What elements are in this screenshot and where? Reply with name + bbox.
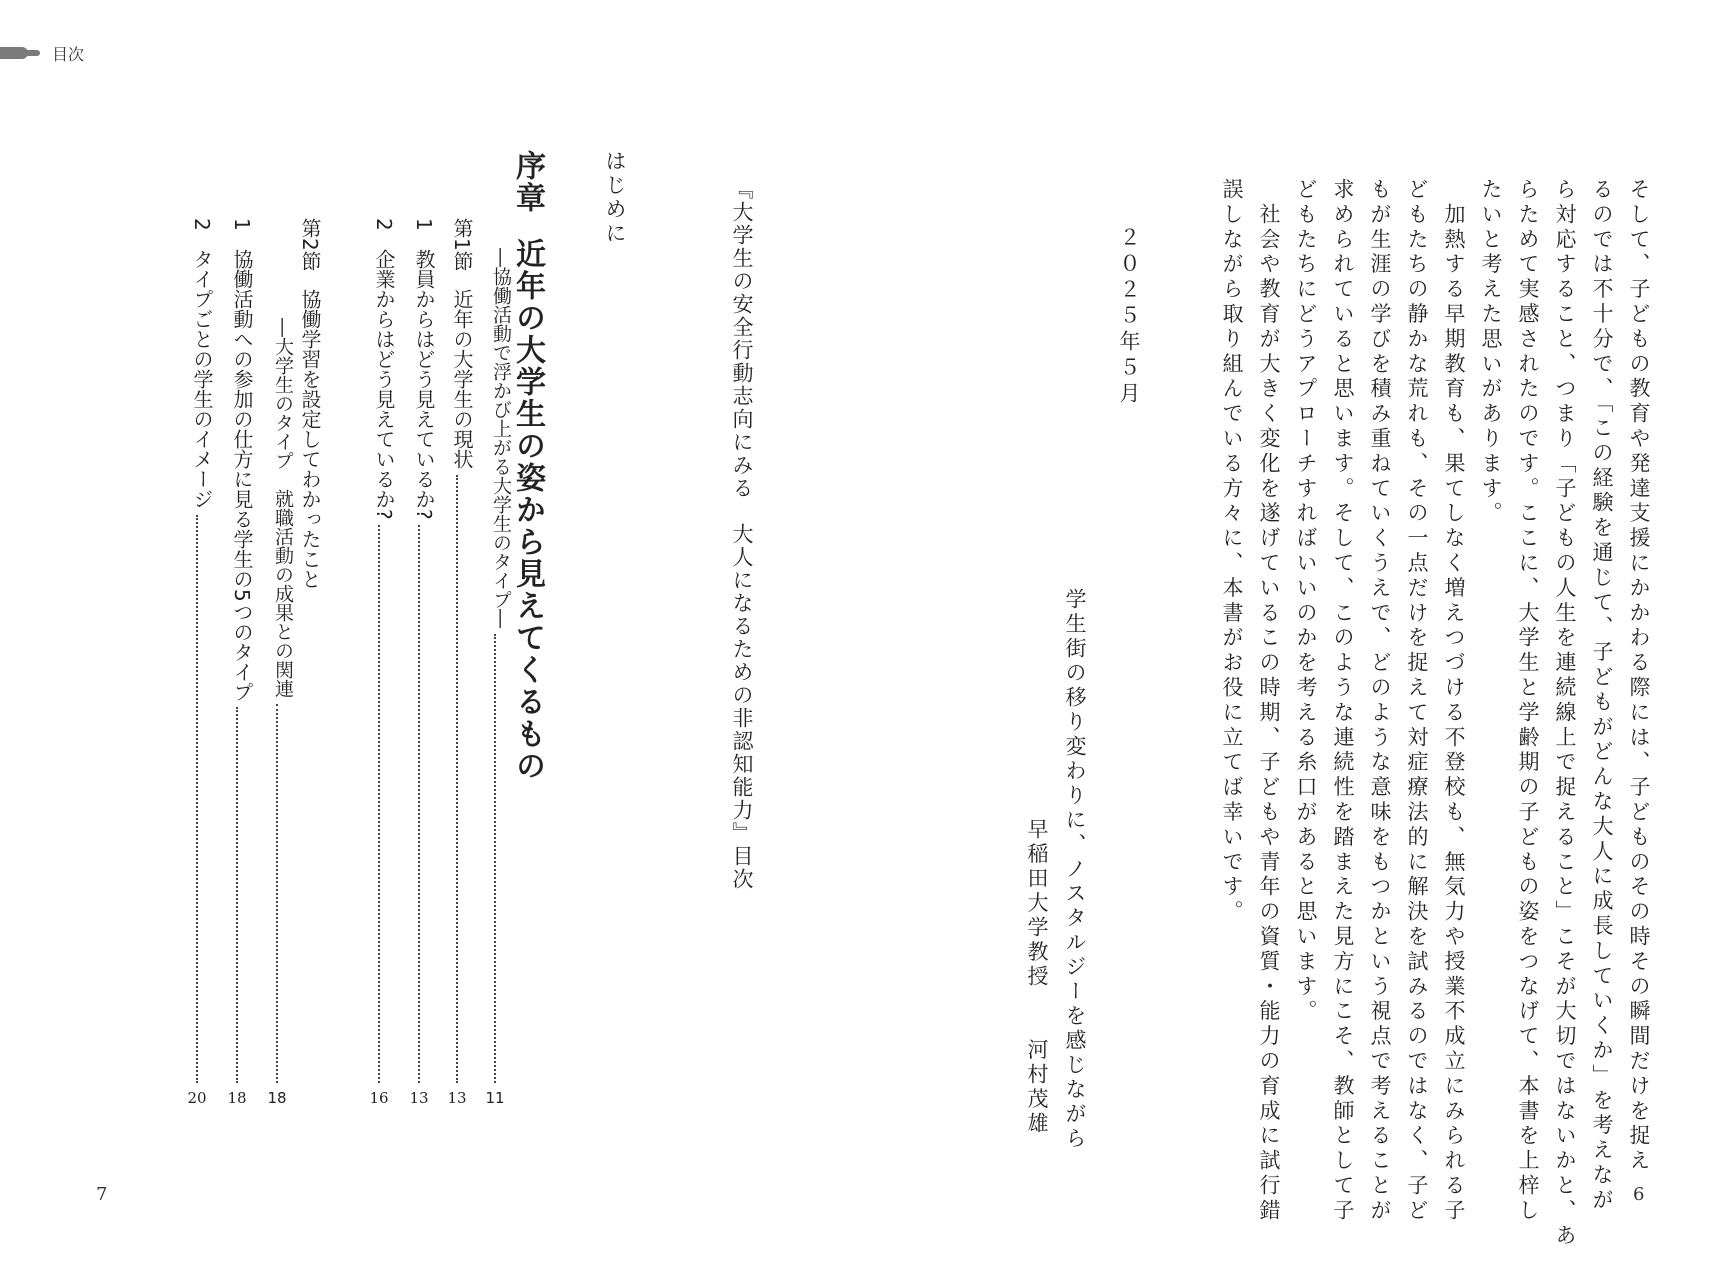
body-text-line: 誤しながら取り組んでいる方々に、本書がお役に立てば幸いです。 (1220, 178, 1244, 925)
page-number: 6 (1633, 1184, 1645, 1205)
body-text-line: どもたちの静かな荒れも、その一点だけを捉えて対症療法的に解決を試みるのではなく、子ど (1405, 178, 1429, 1224)
toc-entry-number: 2 (190, 218, 214, 231)
toc-entry-text: 教員からはどう見えているか? (412, 248, 436, 520)
toc-intro[interactable]: はじめに (603, 150, 627, 246)
toc-page-number: 11 (485, 1089, 505, 1107)
toc-section-2-subtitle[interactable] (262, 318, 292, 1106)
chapter-title: 近年の大学生の姿から見えてくるもの (510, 238, 545, 782)
body-text-line: もが生涯の学びを積み重ねていくうえで、どのような意味をもつかという視点で考えることが (1368, 178, 1392, 1224)
toc-page-number: 20 (187, 1089, 207, 1107)
preface-signature-line: 学生街の移り変わりに、ノスタルジーを感じながら (1063, 588, 1087, 1152)
body-text-line: たいと考えた思いがあります。 (1479, 178, 1503, 527)
toc-entry-number: 2 (372, 218, 396, 231)
body-text-line: らためて実感されたのです。ここに、大学生と学齢期の子どもの姿をつなげて、本書を上梓し (1516, 178, 1540, 1224)
toc-page-number: 13 (409, 1089, 429, 1107)
toc-leader-dots (494, 634, 496, 1083)
page-number: 7 (96, 1184, 108, 1205)
toc-leader-dots (276, 704, 278, 1083)
toc-entry-number: 第1節 (450, 218, 474, 271)
toc-leader-dots (236, 707, 238, 1083)
body-text-line: るのでは不十分で、「この経験を通じて、子どもがどんな大人に成長していくか」を考えなが (1590, 178, 1614, 1214)
toc-item-1-2[interactable] (364, 218, 394, 1106)
toc-leader-dots (418, 525, 420, 1083)
toc-entry-text: タイプごとの学生のイメージ (190, 248, 214, 509)
toc-entry-text: ―協働活動で浮かび上がる大学生のタイプ― (490, 248, 512, 628)
toc-entry-number: 1 (230, 218, 254, 231)
right-page (866, 0, 1732, 1269)
toc-section-2[interactable] (300, 218, 320, 589)
toc-chapter-heading[interactable] (510, 150, 545, 782)
toc-leader-dots (196, 515, 198, 1083)
chapter-label: 序章 (510, 150, 545, 214)
body-text-line: どもたちにどうアプローチすればいいのかを考える糸口があると思います。 (1294, 178, 1318, 1025)
toc-entry-text: 協働活動への参加の仕方に見る学生の5つのタイプ (230, 248, 254, 702)
toc-chapter-subtitle[interactable] (480, 248, 510, 1106)
toc-page-number: 18 (227, 1089, 247, 1107)
body-text-line: そして、子どもの教育や発達支援にかかわる際には、子どものその時その瞬間だけを捉え (1627, 178, 1651, 1174)
toc-entry-number: 第2節 (298, 218, 322, 271)
toc-page-number: 18 (267, 1089, 287, 1107)
preface-date: ２０２５年５月 (1117, 226, 1141, 408)
toc-page-number: 16 (369, 1089, 389, 1107)
toc-page-number: 13 (447, 1089, 467, 1107)
body-text-line: 社会や教育が大きく変化を遂げているこの時期、子どもや青年の資質・能力の育成に試行錯 (1257, 178, 1281, 1224)
toc-entry-text: 企業からはどう見えているか? (372, 248, 396, 520)
toc-entry-text: ―大学生のタイプ 就職活動の成果との関連 (272, 318, 294, 698)
toc-leader-dots (378, 525, 380, 1083)
section-label: 目次 (52, 44, 85, 64)
toc-leader-dots (456, 475, 458, 1083)
toc-entry-text: 協働学習を設定してわかったこと (298, 288, 322, 589)
toc-item-1-1[interactable] (404, 218, 434, 1106)
toc-book-title: 『大学生の安全行動志向にみる 大人になるための非認知能力』目次 (730, 178, 754, 891)
body-text-line: 求められていると思います。そして、このような連続性を踏まえた見方にこそ、教師として子 (1331, 178, 1355, 1224)
toc-section-1[interactable] (442, 218, 472, 1106)
body-text-line: ら対応すること、つまり「子どもの人生を連続線上で捉えること」こそが大切ではないかと、あ (1553, 178, 1577, 1249)
toc-item-2-1[interactable] (222, 218, 252, 1106)
toc-entry-number: 1 (412, 218, 436, 231)
toc-item-2-2[interactable] (182, 218, 212, 1106)
body-text-line: 加熱する早期教育も、果てしなく増えつづける不登校も、無気力や授業不成立にみられる子 (1442, 178, 1466, 1224)
toc-entry-text: 近年の大学生の現状 (450, 288, 474, 469)
author-signature: 早稲田大学教授 河村茂雄 (1025, 818, 1049, 1137)
